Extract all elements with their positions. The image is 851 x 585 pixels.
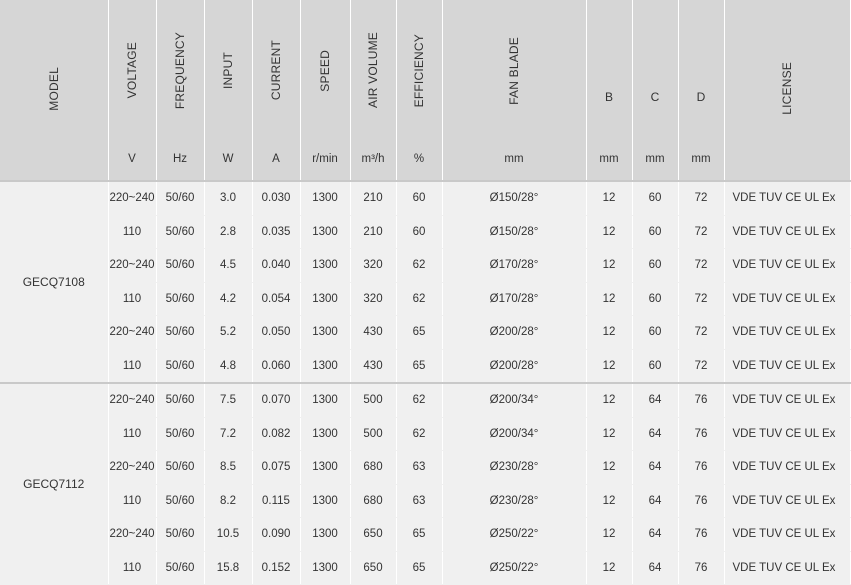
d-cell: 76 [678,484,724,518]
header-speed [300,0,350,144]
voltage-cell: 110 [108,349,156,383]
header-names-row [0,0,850,144]
d-cell: 72 [678,215,724,249]
c-cell: 60 [632,282,678,316]
fan-blade-cell: Ø200/28° [442,349,586,383]
header-efficiency-label: EFFICIENCY [412,33,426,108]
efficiency-cell: 65 [396,551,442,585]
efficiency-cell: 62 [396,417,442,451]
frequency-cell: 50/60 [156,383,204,417]
fan-blade-cell: Ø150/28° [442,181,586,215]
license-cell: VDE TUV CE UL Ex [724,518,850,552]
header-d [678,0,724,144]
c-cell: 60 [632,181,678,215]
frequency-cell: 50/60 [156,417,204,451]
unit-b: mm [586,144,632,181]
table-row [0,215,850,249]
input-cell: 4.5 [204,249,252,283]
table-row [0,349,850,383]
voltage-cell: 220~240 [108,316,156,350]
c-cell: 64 [632,518,678,552]
b-cell: 12 [586,316,632,350]
d-cell: 72 [678,282,724,316]
frequency-cell: 50/60 [156,518,204,552]
air-volume-cell: 680 [350,484,396,518]
current-cell: 0.050 [252,316,300,350]
fan-blade-cell: Ø250/22° [442,518,586,552]
unit-d: mm [678,144,724,181]
header-input [204,0,252,144]
current-cell: 0.075 [252,451,300,485]
table-row [0,551,850,585]
header-frequency-label: FREQUENCY [173,31,187,110]
b-cell: 12 [586,417,632,451]
frequency-cell: 50/60 [156,215,204,249]
c-cell: 60 [632,349,678,383]
unit-input: W [204,144,252,181]
table-body [0,181,850,585]
air-volume-cell: 320 [350,249,396,283]
fan-blade-cell: Ø200/34° [442,417,586,451]
current-cell: 0.030 [252,181,300,215]
input-cell: 2.8 [204,215,252,249]
header-c [632,0,678,144]
license-cell: VDE TUV CE UL Ex [724,249,850,283]
c-cell: 60 [632,215,678,249]
d-cell: 76 [678,518,724,552]
input-cell: 8.2 [204,484,252,518]
unit-voltage: V [108,144,156,181]
c-cell: 64 [632,383,678,417]
air-volume-cell: 650 [350,518,396,552]
license-cell: VDE TUV CE UL Ex [724,417,850,451]
d-cell: 76 [678,417,724,451]
table-row [0,518,850,552]
voltage-cell: 110 [108,484,156,518]
table-row [0,316,850,350]
d-cell: 72 [678,349,724,383]
table-header [0,0,850,181]
voltage-cell: 220~240 [108,451,156,485]
current-cell: 0.035 [252,215,300,249]
unit-current: A [252,144,300,181]
current-cell: 0.054 [252,282,300,316]
d-cell: 76 [678,383,724,417]
c-cell: 64 [632,451,678,485]
air-volume-cell: 430 [350,349,396,383]
header-fan-blade-label: FAN BLADE [507,36,521,105]
b-cell: 12 [586,484,632,518]
header-voltage-label: VOLTAGE [125,42,139,99]
header-model [0,0,108,181]
unit-fan-blade: mm [442,144,586,181]
model-cell: GECQ7108 [0,181,108,383]
input-cell: 7.2 [204,417,252,451]
table-row [0,417,850,451]
license-cell: VDE TUV CE UL Ex [724,215,850,249]
frequency-cell: 50/60 [156,349,204,383]
efficiency-cell: 63 [396,451,442,485]
c-cell: 64 [632,551,678,585]
d-cell: 76 [678,451,724,485]
license-cell: VDE TUV CE UL Ex [724,383,850,417]
voltage-cell: 110 [108,417,156,451]
license-cell: VDE TUV CE UL Ex [724,181,850,215]
b-cell: 12 [586,181,632,215]
input-cell: 3.0 [204,181,252,215]
input-cell: 4.2 [204,282,252,316]
speed-cell: 1300 [300,451,350,485]
d-cell: 76 [678,551,724,585]
speed-cell: 1300 [300,181,350,215]
license-cell: VDE TUV CE UL Ex [724,282,850,316]
table-row [0,249,850,283]
fan-blade-cell: Ø150/28° [442,215,586,249]
speed-cell: 1300 [300,316,350,350]
voltage-cell: 220~240 [108,383,156,417]
current-cell: 0.070 [252,383,300,417]
license-cell: VDE TUV CE UL Ex [724,484,850,518]
unit-frequency: Hz [156,144,204,181]
air-volume-cell: 210 [350,215,396,249]
b-cell: 12 [586,249,632,283]
efficiency-cell: 60 [396,215,442,249]
header-speed-label: SPEED [318,49,332,92]
header-d-label: D [696,90,706,104]
efficiency-cell: 62 [396,249,442,283]
efficiency-cell: 60 [396,181,442,215]
header-current [252,0,300,144]
header-model-label: MODEL [46,66,61,111]
license-cell: VDE TUV CE UL Ex [724,451,850,485]
air-volume-cell: 500 [350,383,396,417]
speed-cell: 1300 [300,215,350,249]
speed-cell: 1300 [300,484,350,518]
input-cell: 5.2 [204,316,252,350]
license-cell: VDE TUV CE UL Ex [724,349,850,383]
current-cell: 0.060 [252,349,300,383]
voltage-cell: 110 [108,215,156,249]
b-cell: 12 [586,551,632,585]
current-cell: 0.152 [252,551,300,585]
unit-air-volume: m³/h [350,144,396,181]
b-cell: 12 [586,451,632,485]
efficiency-cell: 65 [396,349,442,383]
header-license [724,0,850,181]
air-volume-cell: 500 [350,417,396,451]
speed-cell: 1300 [300,349,350,383]
fan-blade-cell: Ø230/28° [442,451,586,485]
current-cell: 0.040 [252,249,300,283]
header-fan-blade [442,0,586,144]
fan-blade-cell: Ø250/22° [442,551,586,585]
unit-speed: r/min [300,144,350,181]
speed-cell: 1300 [300,383,350,417]
efficiency-cell: 63 [396,484,442,518]
header-current-label: CURRENT [269,40,283,101]
c-cell: 60 [632,316,678,350]
voltage-cell: 220~240 [108,181,156,215]
table-row [0,451,850,485]
voltage-cell: 220~240 [108,518,156,552]
header-units-row [0,144,850,181]
frequency-cell: 50/60 [156,551,204,585]
current-cell: 0.090 [252,518,300,552]
speed-cell: 1300 [300,551,350,585]
speed-cell: 1300 [300,282,350,316]
voltage-cell: 110 [108,282,156,316]
model-cell: GECQ7112 [0,383,108,585]
header-air-volume [350,0,396,144]
d-cell: 72 [678,249,724,283]
table-row [0,282,850,316]
fan-blade-cell: Ø170/28° [442,282,586,316]
b-cell: 12 [586,349,632,383]
fan-blade-cell: Ø170/28° [442,249,586,283]
table-row [0,181,850,215]
frequency-cell: 50/60 [156,282,204,316]
speed-cell: 1300 [300,249,350,283]
input-cell: 8.5 [204,451,252,485]
voltage-cell: 110 [108,551,156,585]
header-air-volume-label: AIR VOLUME [366,32,380,109]
b-cell: 12 [586,383,632,417]
header-input-label: INPUT [221,52,235,89]
current-cell: 0.082 [252,417,300,451]
c-cell: 64 [632,484,678,518]
b-cell: 12 [586,215,632,249]
input-cell: 7.5 [204,383,252,417]
d-cell: 72 [678,316,724,350]
license-cell: VDE TUV CE UL Ex [724,316,850,350]
fan-blade-cell: Ø200/28° [442,316,586,350]
c-cell: 60 [632,249,678,283]
frequency-cell: 50/60 [156,484,204,518]
voltage-cell: 220~240 [108,249,156,283]
efficiency-cell: 65 [396,518,442,552]
air-volume-cell: 680 [350,451,396,485]
input-cell: 15.8 [204,551,252,585]
air-volume-cell: 650 [350,551,396,585]
efficiency-cell: 65 [396,316,442,350]
unit-c: mm [632,144,678,181]
efficiency-cell: 62 [396,383,442,417]
speed-cell: 1300 [300,417,350,451]
air-volume-cell: 210 [350,181,396,215]
table-row [0,484,850,518]
c-cell: 64 [632,417,678,451]
fan-blade-cell: Ø230/28° [442,484,586,518]
input-cell: 4.8 [204,349,252,383]
d-cell: 72 [678,181,724,215]
efficiency-cell: 62 [396,282,442,316]
header-license-label: LICENSE [780,62,794,115]
header-frequency [156,0,204,144]
header-efficiency [396,0,442,144]
frequency-cell: 50/60 [156,316,204,350]
b-cell: 12 [586,518,632,552]
air-volume-cell: 320 [350,282,396,316]
header-c-label: C [650,90,660,104]
frequency-cell: 50/60 [156,451,204,485]
b-cell: 12 [586,282,632,316]
air-volume-cell: 430 [350,316,396,350]
license-cell: VDE TUV CE UL Ex [724,551,850,585]
current-cell: 0.115 [252,484,300,518]
speed-cell: 1300 [300,518,350,552]
header-voltage [108,0,156,144]
header-b [586,0,632,144]
header-b-label: B [604,90,613,104]
frequency-cell: 50/60 [156,181,204,215]
fan-blade-cell: Ø200/34° [442,383,586,417]
unit-efficiency: % [396,144,442,181]
frequency-cell: 50/60 [156,249,204,283]
table-row [0,383,850,417]
input-cell: 10.5 [204,518,252,552]
